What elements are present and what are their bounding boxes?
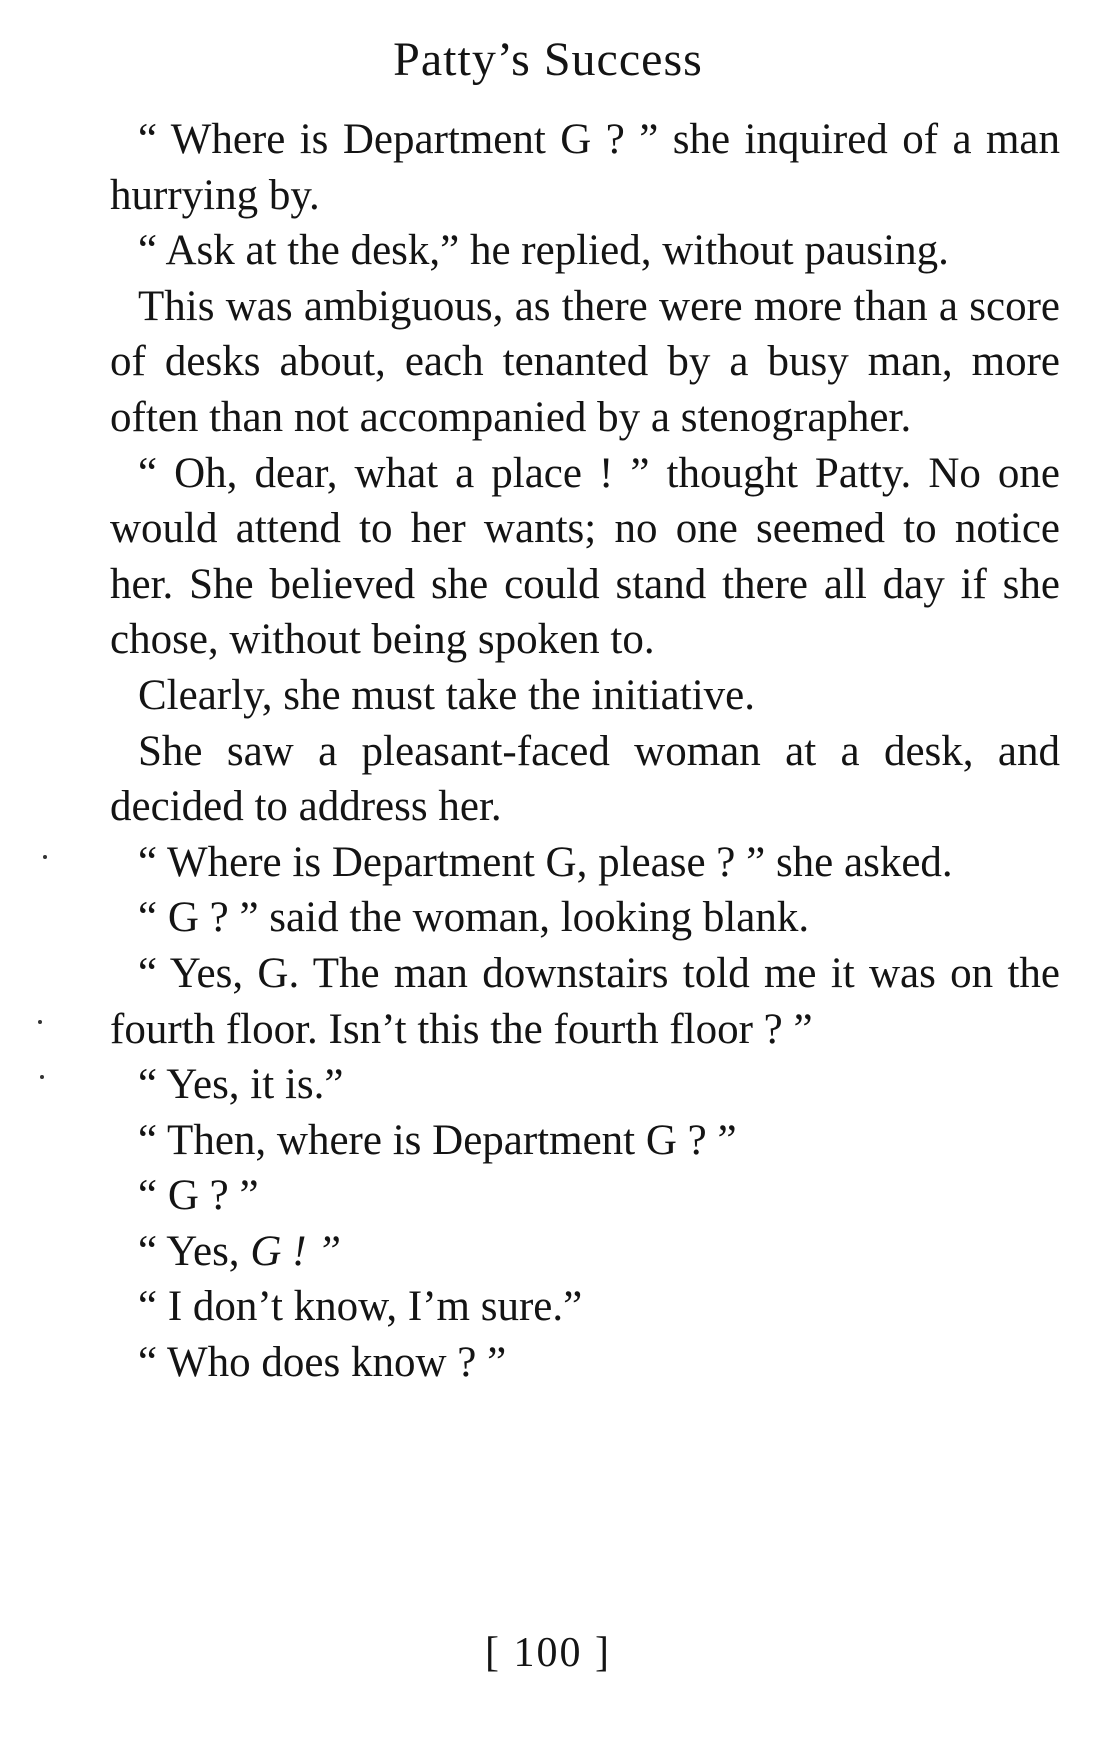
body-text — [110, 112, 1060, 1391]
paragraph: “ Where is Department G, please ? ” she asked. — [138, 838, 953, 886]
print-speck-mark — [43, 855, 47, 859]
paragraph-text: “ Yes, — [138, 1227, 251, 1275]
paragraph: “ Then, where is Department G ? ” — [138, 1116, 737, 1164]
paragraph: She saw a pleasant-faced woman at a desk, and decided to address her. — [110, 727, 1060, 831]
paragraph: “ I don’t know, I’m sure.” — [138, 1283, 583, 1331]
paragraph — [110, 1224, 1060, 1280]
paragraph: Clearly, she must take the initiative. — [138, 671, 755, 719]
paragraph: “ G ? ” said the woman, looking blank. — [138, 894, 810, 942]
paragraph: “ Yes, G. The man downstairs told me it was on the fourth floor. Isn’t this the fourth floor ? ” — [110, 949, 1060, 1053]
paragraph: “ Yes, it is.” — [138, 1061, 344, 1109]
paragraph: This was ambiguous, as there were more than a score of desks about, each tenanted by a busy man, more often than not accompanied by a stenographer. — [110, 282, 1060, 441]
emphasis-text: G ! ” — [250, 1227, 342, 1275]
paragraph: “ Oh, dear, what a place ! ” thought Patty. No one would attend to her wants; no one seemed to notice her. She believed she could stand there all day if she chose, without being spoken to. — [110, 449, 1060, 664]
paragraph: “ Where is Department G ? ” she inquired of a man hurrying by. — [110, 116, 1060, 219]
paragraph: “ Ask at the desk,” he replied, without pausing. — [138, 227, 949, 275]
print-speck-mark — [40, 1075, 44, 1079]
print-speck-mark — [38, 1020, 42, 1024]
paragraph: “ Who does know ? ” — [138, 1339, 507, 1387]
running-head: Patty’s Success — [393, 33, 703, 86]
page-number: [ 100 ] — [485, 1630, 611, 1676]
paragraph: “ G ? ” — [138, 1172, 259, 1220]
